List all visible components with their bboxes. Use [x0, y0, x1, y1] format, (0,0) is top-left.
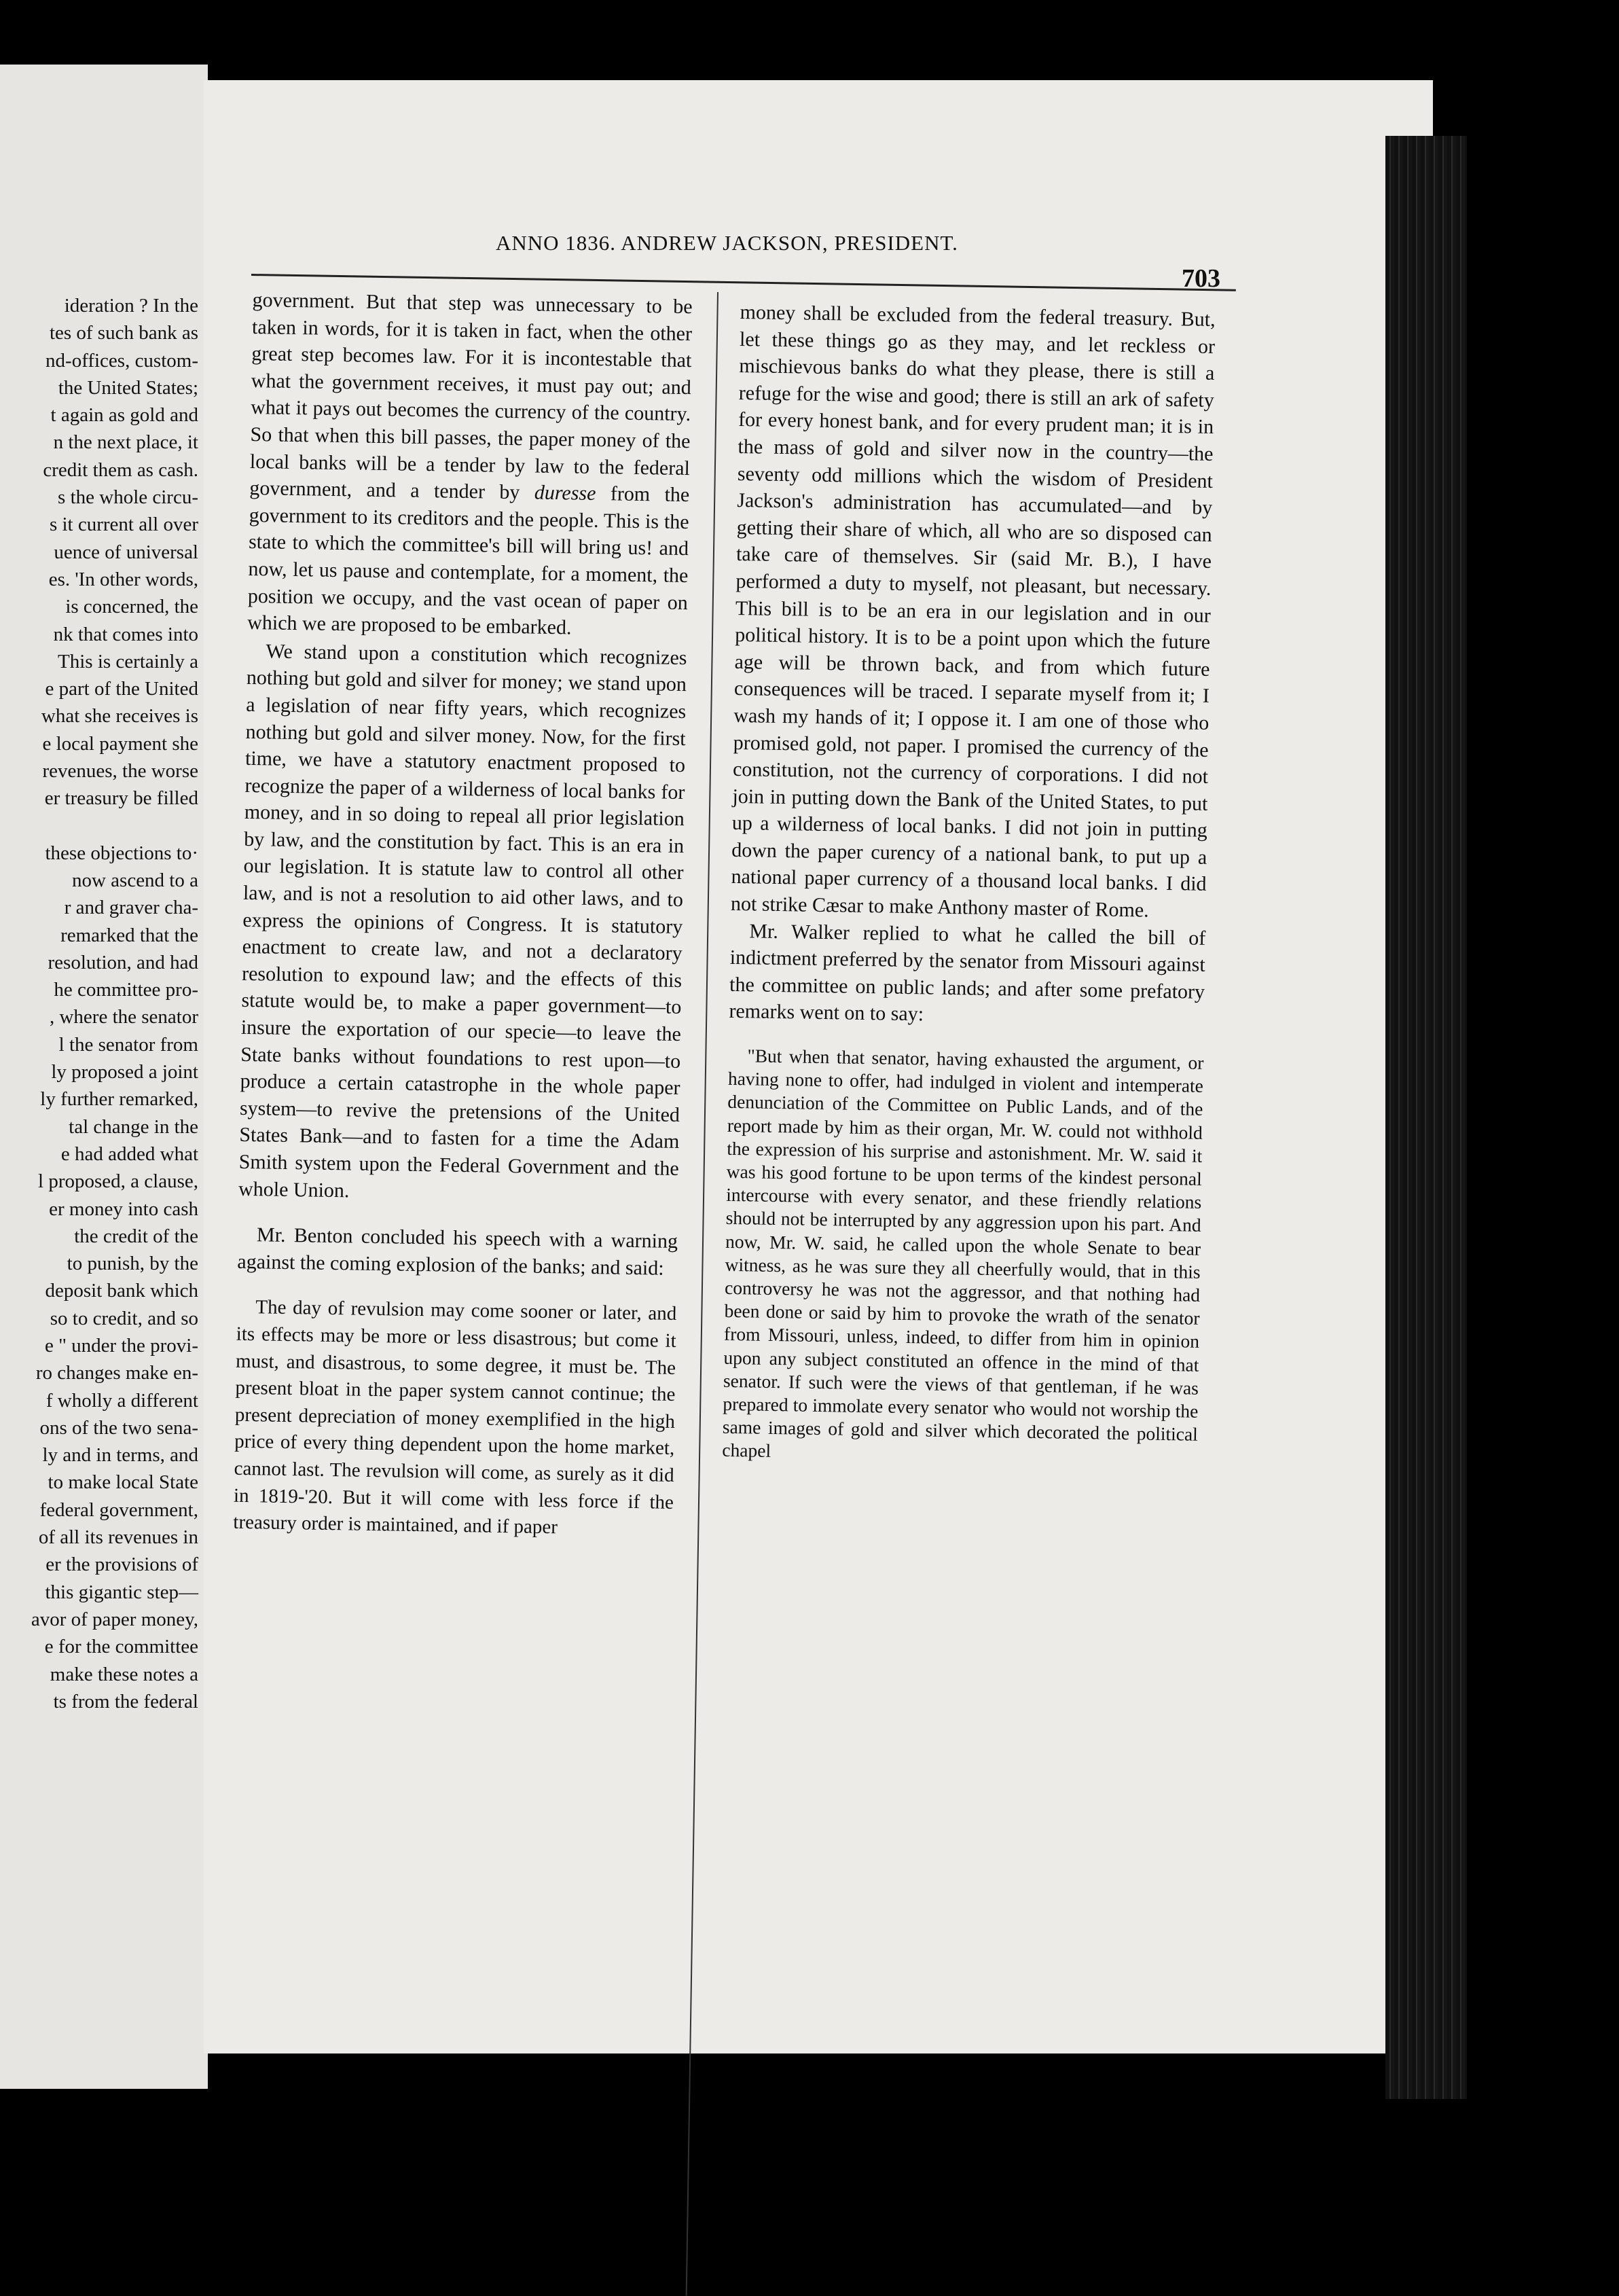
paragraph: Mr. Benton concluded his speech with a warning against the coming explosion of the banks; and said: — [237, 1223, 678, 1280]
italic-term: duresse — [534, 481, 596, 505]
left-page-line: tes of such bank as — [49, 322, 198, 344]
left-page-line: to make local State — [48, 1471, 198, 1494]
left-page-line: f wholly a different — [46, 1389, 198, 1412]
left-page-line: er money into cash — [49, 1198, 198, 1220]
left-page-line: ly and in terms, and — [42, 1444, 198, 1467]
left-page-line: r and graver cha- — [64, 897, 198, 919]
left-page-line: avor of paper money, — [31, 1608, 198, 1630]
left-page-line: er treasury be filled — [44, 787, 198, 810]
left-page-line: what she receives is — [41, 705, 198, 728]
left-page-line: er the provisions of — [46, 1554, 198, 1576]
left-page-line: ro changes make en- — [35, 1362, 198, 1384]
left-page-line: This is certainly a — [58, 650, 198, 672]
column-right — [722, 299, 1216, 1469]
paragraph — [247, 287, 693, 643]
left-page-line: uence of universal — [54, 541, 198, 563]
left-page-line: is concerned, the — [65, 596, 198, 618]
left-page-line: ons of the two sena- — [39, 1416, 198, 1439]
left-page-line: the United States; — [58, 376, 198, 399]
left-page-line: t again as gold and — [50, 404, 198, 427]
paragraph: money shall be excluded from the federal treasury. But, let these things go as they may, and let reckless or mischievous banks do what they please, there is still a refuge for the wise and good; there is still an ark of safety for every honest bank, and for every prudent man; it is in the mass of gold and silver now in the country—the seventy odd millions which the wisdom of President Jackson's administration has accumulated—and by getting their share of which, all who are so disposed can take care of themselves. Sir (said Mr. B.), I have performed a duty to myself, not pleasant, but necessary. This bill is to be an era in our legislation and in our political history. It is to be a point upon which the future age will be thrown back, and from which future consequences will be traced. I separate myself from it; I wash my hands of it; I oppose it. I am one of those who promised gold, not paper. I promised the currency of the constitution, not the currency of corporations. I did not join in putting down the Bank of the United States, to put up a wilderness of local banks. I did not join in putting down the paper curency of a national bank, to put up a national paper currency of a thousand local banks. I did not strike Cæsar to make Anthony master of Rome. — [730, 300, 1216, 922]
running-head: ANNO 1836. ANDREW JACKSON, PRESIDENT. — [496, 231, 958, 255]
left-page-line — [1, 812, 198, 840]
left-page-line: , where the senator — [49, 1006, 198, 1028]
left-page-line: l the senator from — [58, 1033, 198, 1056]
left-page-line: resolution, and had — [48, 951, 198, 973]
left-page-line: s it current all over — [49, 514, 198, 536]
left-page-line: e " under the provi- — [44, 1334, 198, 1357]
left-page-fragment — [0, 65, 208, 2089]
left-page-line: deposit bank which — [45, 1280, 198, 1302]
text-run: from the government to its creditors and the people. This is the state to which the committee's bill will bring us! and now, let us pause and contemplate, for a moment, the position we occupy, and the vast ocean of paper on which we are proposed to be embarked. — [247, 482, 690, 639]
left-page-line: tal change in the — [69, 1115, 198, 1138]
left-page-line: e part of the United — [45, 678, 198, 700]
left-page-line: ts from the federal — [53, 1690, 198, 1712]
left-page-line: so to credit, and so — [50, 1307, 198, 1329]
left-page-line: of all its revenues in — [38, 1526, 198, 1549]
left-page-line: make these notes a — [50, 1663, 198, 1685]
left-page-line: ly further remarked, — [40, 1088, 198, 1111]
page-edges — [1385, 136, 1467, 2099]
left-page-line: nk that comes into — [53, 623, 198, 645]
paragraph: The day of revulsion may come sooner or later, and its effects may be more or less disastrous; but come it must, and disastrous, to some degree, it must be. The present bloat in the paper system cannot continue; the present depreciation of money exemplified in the high price of every thing dependent upon the home market, cannot last. The revulsion will come, as surely as it did in 1819-'20. But it will come with less force if the treasury order is maintained, and if paper — [233, 1296, 677, 1539]
left-page-line: n the next place, it — [53, 431, 198, 454]
paragraph: We stand upon a constitution which recognizes nothing but gold and silver for money; we stand upon a legislation of near fifty years, which recognizes nothing but gold and silver money. Now, for the first time, we have a statutory enactment proposed to recognize the paper of a wilderness of local banks for money, and in so doing to repeal all prior legislation by law, and the constitution by fact. This is an era in our legislation. It is statute law to control all other law, and is not a resolution to aid other laws, and to express the opinions of Congress. It is statutory enactment to create law, and not a declaratory resolution to expound law; and the effects of this statute would be, to make a paper government—to insure the exportation of our specie—to leave the State banks without foundations to rest upon—to produce a certain catastrophe in the whole paper system—to revive the pretensions of the United States Bank—and to fasten for a time the Adam Smith system upon the Federal Government and the whole Union. — [238, 640, 687, 1202]
column-left — [233, 287, 693, 1543]
left-page-line: revenues, the worse — [42, 760, 198, 783]
left-page-line: ideration ? In the — [64, 295, 198, 317]
quotation: "But when that senator, having exhausted the argument, or having none to offer, had indulged in violent and intemperate denunciation of the Committee on Public Lands, and of the report made by him as their organ, Mr. W. could not withhold the expression of his surprise and astonishment. Mr. W. said it was his good fortune to be upon terms of the kindest personal intercourse with every senator, and these friendly relations should not be interrupted by any aggression upon his part. And now, Mr. W. said, he called upon the whole Senate to bear witness, as he was sure they all cheerfully would, that in this controversy he was not the aggressor, and that nothing had been done or said by him to provoke the wrath of the senator from Missouri, unless, indeed, to differ from him in opinion upon any subject constituted an offence in the mind of that senator. If such were the views of that gentleman, if he was prepared to immolate every senator who would not worship the same images of gold and silver which decorated the political chapel — [722, 1045, 1204, 1462]
left-page-line: credit them as cash. — [43, 459, 198, 481]
left-page-line: the credit of the — [74, 1225, 198, 1247]
left-page-line: l proposed, a clause, — [38, 1170, 198, 1193]
left-page-line: to punish, by the — [67, 1253, 198, 1275]
left-page-line: ly proposed a joint — [51, 1061, 198, 1083]
left-page-line: e had added what — [60, 1143, 198, 1165]
left-page-line: remarked that the — [60, 924, 198, 946]
left-page-line: s the whole circu- — [58, 486, 198, 509]
left-page-line: nd-offices, custom- — [46, 349, 198, 372]
left-page-line: e for the committee — [44, 1636, 198, 1658]
left-page-text — [1, 292, 198, 1715]
left-page-line: he committee pro- — [54, 979, 198, 1001]
text-run: government. But that step was unnecessary to be taken in words, for it is taken in fact, when the other great step becomes law. For it is incontestable that what the government receives, it must pay out; and what it pays out becomes the currency of the country. So that when this bill passes, the paper money of the local banks will be a tender by law to the federal government, and a tender by — [249, 288, 693, 504]
left-page-line: these objections to· — [45, 842, 198, 864]
left-page-line: e local payment she — [42, 732, 198, 755]
paragraph: Mr. Walker replied to what he called the bill of indictment preferred by the senator from Missouri against the committee on public lands; and after some prefatory remarks went on to say: — [729, 919, 1206, 1026]
left-page-line: this gigantic step— — [45, 1581, 198, 1603]
page-number: 703 — [1182, 264, 1220, 293]
left-page-line: es. 'In other words, — [48, 568, 198, 590]
left-page-line: federal government, — [39, 1499, 198, 1521]
left-page-line: now ascend to a — [71, 869, 198, 891]
